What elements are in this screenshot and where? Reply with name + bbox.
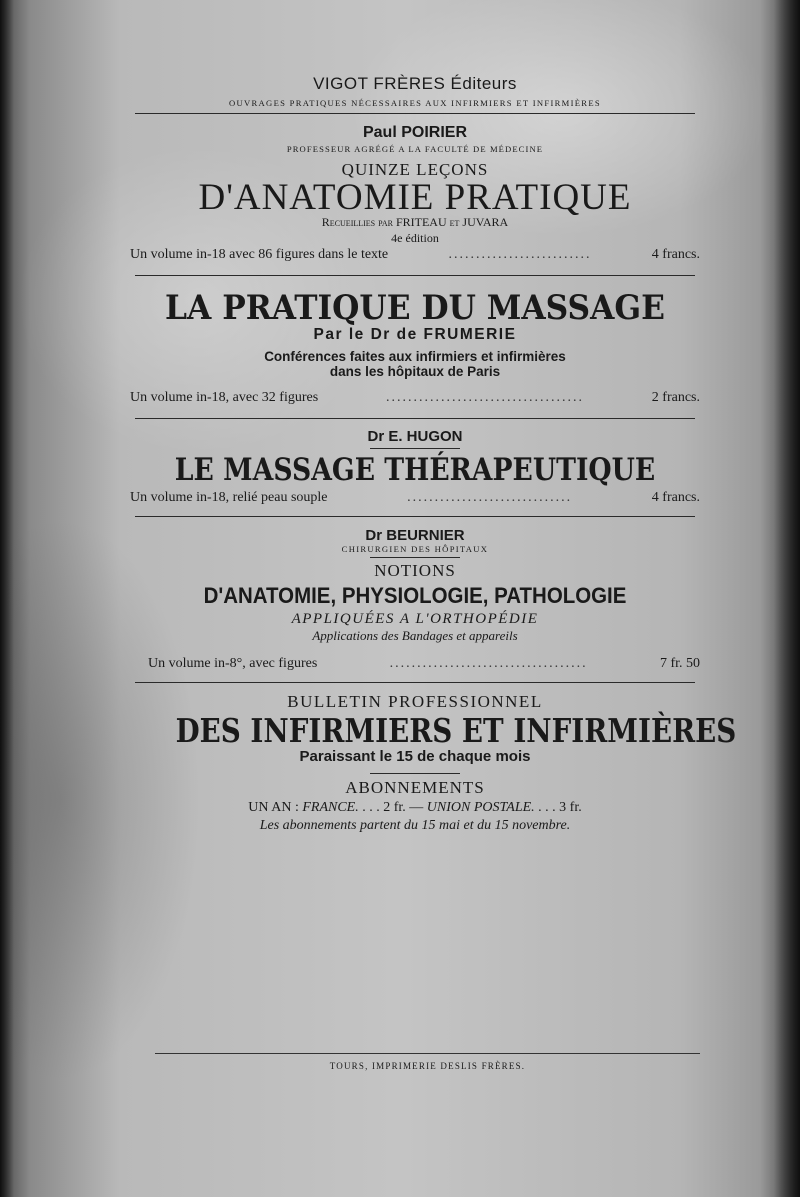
book2-title: LA PRATIQUE DU MASSAGE (165, 288, 665, 328)
book4-price: 7 fr. 50 (659, 656, 700, 671)
book1-edition: 4e édition (391, 231, 439, 245)
publisher-tagline: OUVRAGES PRATIQUES NÉCESSAIRES AUX INFIRMIERS ET INFIRMIÈRES (229, 98, 601, 108)
bulletin-note: Les abonnements partent du 15 mai et du 15 novembre. (259, 818, 571, 833)
book3-description: Un volume in-18, relié peau souple (130, 490, 328, 505)
book4-subtitle2: Applications des Bandages et appareils (312, 628, 518, 643)
rate-union-price: 3 fr. (559, 800, 582, 815)
book3-price-row (130, 490, 700, 506)
page-right-shadow (774, 0, 800, 1197)
rule-1 (135, 113, 695, 114)
rule-3 (135, 418, 695, 419)
book4-author-title: CHIRURGIEN DES HÔPITAUX (341, 544, 489, 554)
advertisement-content (130, 72, 737, 834)
rule-5 (135, 682, 695, 683)
book1-price-row (130, 247, 700, 263)
book1-pretitle: QUINZE LEÇONS (341, 160, 489, 179)
book3-author-rule (370, 448, 460, 449)
book4-price-row (130, 656, 700, 672)
book4-description: Un volume in-8°, avec figures (148, 656, 318, 671)
bulletin-title: DES INFIRMIERS ET INFIRMIÈRES (175, 711, 737, 750)
book2-price-row (130, 390, 700, 406)
book4-author-rule (370, 557, 460, 558)
page-left-shadow (0, 0, 14, 1197)
book1-leader-dots: .......................... (448, 247, 592, 262)
book1-title: D'ANATOMIE PRATIQUE (198, 177, 632, 218)
bulletin-frequency: Paraissant le 15 de chaque mois (299, 748, 531, 765)
rate-union-label: UNION POSTALE. (426, 800, 535, 815)
rule-2 (135, 275, 695, 276)
book3-leader-dots: .............................. (407, 490, 573, 505)
bulletin-subscriptions-heading: ABONNEMENTS (345, 778, 485, 797)
book3-price: 4 francs. (651, 490, 700, 505)
book4-author: Dr BEURNIER (365, 527, 465, 544)
book2-description: Un volume in-18, avec 32 figures (130, 390, 319, 405)
book4-title: D'ANATOMIE, PHYSIOLOGIE, PATHOLOGIE (203, 583, 627, 608)
publisher-name: VIGOT FRÈRES Éditeurs (313, 74, 517, 93)
book2-subtitle-line2: dans les hôpitaux de Paris (329, 364, 501, 379)
book4-subtitle: APPLIQUÉES A L'ORTHOPÉDIE (291, 611, 539, 627)
book2-author: Par le Dr de FRUMERIE (313, 326, 517, 343)
bulletin-rule (370, 773, 460, 774)
bulletin-rates: UN AN : FRANCE. . . . 2 fr. — UNION POSTALE. . . . 3 fr. (248, 800, 582, 815)
rate-france-price: 2 fr. — (383, 800, 424, 815)
footer-rule (155, 1053, 700, 1054)
book1-author-title: PROFESSEUR AGRÉGÉ A LA FACULTÉ DE MÉDECINE (286, 144, 544, 154)
book2-price: 2 francs. (651, 390, 700, 405)
book1-collected-by: Recueillies par FRITEAU et JUVARA (321, 215, 509, 229)
printer-imprint: TOURS, IMPRIMERIE DESLIS FRÈRES. (329, 1061, 526, 1071)
book3-title: LE MASSAGE THÉRAPEUTIQUE (174, 452, 656, 488)
book1-author: Paul POIRIER (362, 124, 468, 141)
book1-description: Un volume in-18 avec 86 figures dans le texte (130, 247, 389, 262)
rate-prefix: UN AN : (248, 800, 299, 815)
book2-leader-dots: .................................... (385, 390, 584, 405)
book1-price: 4 francs. (651, 247, 700, 262)
bulletin-pretitle: BULLETIN PROFESSIONNEL (287, 692, 543, 711)
rate-france-label: FRANCE. (302, 800, 359, 815)
book3-author: Dr E. HUGON (367, 428, 463, 445)
rule-4 (135, 516, 695, 517)
book2-subtitle-line1: Conférences faites aux infirmiers et infirmières (264, 349, 566, 364)
book4-leader-dots: .................................... (389, 656, 588, 671)
book4-pretitle: NOTIONS (374, 561, 456, 580)
